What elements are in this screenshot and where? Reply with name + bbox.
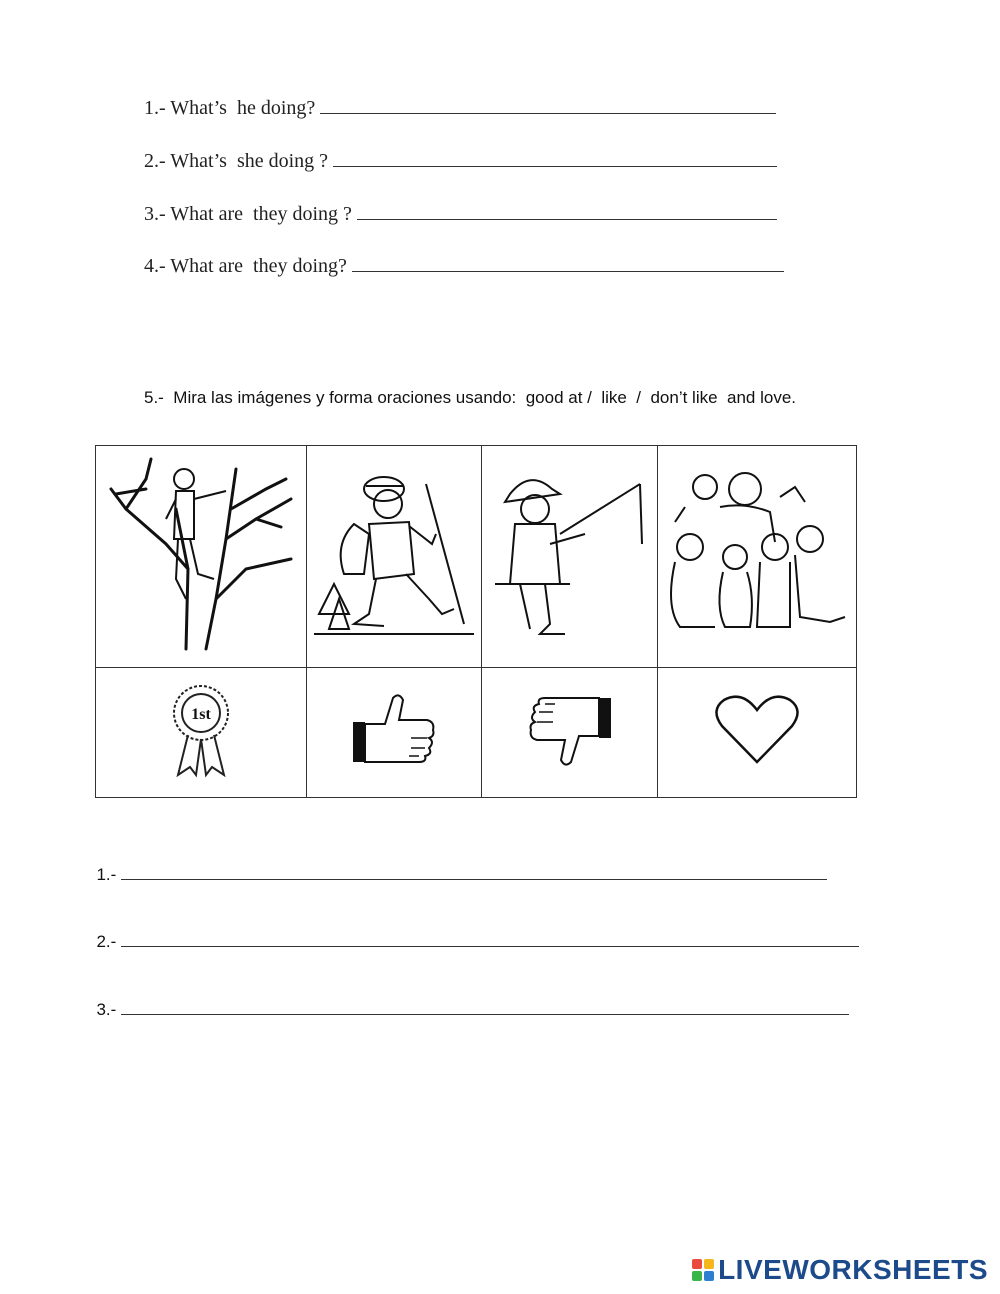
answer-line-q3[interactable] (357, 205, 777, 220)
family-group-icon (665, 467, 850, 642)
question-2-label: 2.- What’s she doing ? (144, 150, 334, 172)
answer-2 (87, 912, 859, 952)
instruction-text: 5.- Mira las imágenes y forma oraciones usando: good at / like / don’t like and love. (144, 388, 797, 407)
logo-square-red (692, 1259, 702, 1269)
symbol-cell-like (306, 668, 482, 798)
question-4 (134, 232, 784, 278)
thumbs-down-icon (525, 690, 615, 770)
liveworksheets-logo (692, 1254, 988, 1286)
answer-line-3[interactable] (121, 1000, 849, 1015)
boy-climbing-tree-icon (106, 449, 296, 659)
picture-cell-hiking (306, 446, 482, 668)
boy-fishing-icon (490, 464, 650, 644)
question-4-label: 4.- What are they doing? (144, 255, 352, 277)
question-2 (134, 127, 777, 173)
logo-text: LIVEWORKSHEETS (718, 1254, 988, 1285)
hiker-with-backpack-icon (314, 464, 474, 644)
answer-line-q4[interactable] (352, 257, 784, 272)
picture-cell-climbing (96, 446, 307, 668)
question-3 (134, 180, 777, 226)
first-place-ribbon-icon (166, 683, 236, 778)
logo-square-blue (704, 1271, 714, 1281)
answer-line-1[interactable] (121, 865, 827, 880)
thumbs-up-icon (349, 690, 439, 770)
symbol-cell-good-at (96, 668, 307, 798)
picture-cell-fishing (482, 446, 658, 668)
answer-1-label: 1.- (96, 865, 122, 884)
symbol-cell-dont-like (482, 668, 658, 798)
question-1 (134, 74, 776, 120)
heart-icon (712, 690, 802, 770)
answer-3 (87, 980, 849, 1020)
answer-2-label: 2.- (96, 932, 122, 951)
ribbon-text: 1st (191, 705, 211, 723)
question-1-label: 1.- What’s he doing? (144, 97, 321, 119)
answer-line-2[interactable] (121, 932, 859, 947)
picture-grid (95, 445, 857, 798)
logo-mark-icon (692, 1259, 714, 1281)
answer-3-label: 3.- (96, 1000, 122, 1019)
answer-1 (87, 845, 827, 885)
symbol-cell-love (658, 668, 857, 798)
logo-square-yellow (704, 1259, 714, 1269)
picture-cell-family (658, 446, 857, 668)
answer-line-q1[interactable] (320, 99, 776, 114)
logo-square-green (692, 1271, 702, 1281)
answer-line-q2[interactable] (333, 152, 777, 167)
question-3-label: 3.- What are they doing ? (144, 203, 357, 225)
